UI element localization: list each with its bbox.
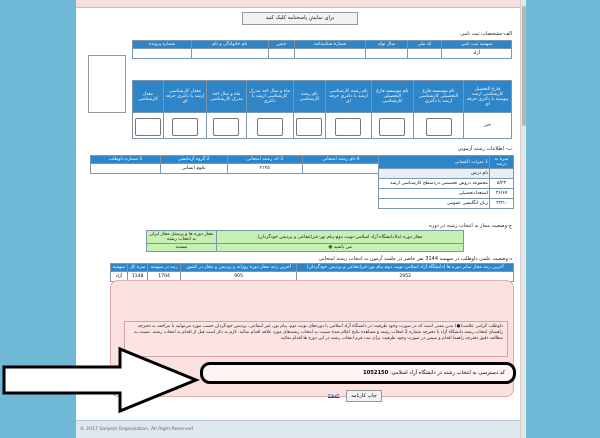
photo-placeholder — [88, 55, 126, 113]
score-table — [378, 155, 514, 209]
value-ma-field — [326, 113, 372, 139]
top-strip — [76, 0, 524, 8]
course-name: استعدادتحصیلی — [379, 189, 490, 199]
value-candidate-number — [91, 164, 161, 174]
value-ba-date — [207, 113, 246, 139]
course-name: مجموعه دروس تخصصی دردسطح کارشناسی ارشد — [379, 179, 490, 189]
header-course-name: نام درس — [379, 169, 490, 179]
value-continuous-graduate: خیر — [464, 113, 512, 139]
arrow-annotation-icon — [0, 345, 200, 415]
course-score: ۲۶/۶۷ — [490, 189, 514, 199]
value-field-name — [302, 164, 379, 174]
footer: © 2017 Sanjesh Organization, All Right Reserved — [76, 420, 524, 438]
header-ba-field: نام رشته کارشناسی — [293, 81, 326, 113]
header-ba-date: ماه و سال اخذ مدرک کارشناسی — [207, 81, 246, 113]
section-b-title: ب- اطلاعات رشته آزمونی — [457, 146, 512, 152]
header-rank-in-quota: رتبه در سهمیه — [148, 264, 181, 272]
header-birth-year: سال تولد — [366, 41, 408, 49]
header-ma-field: نام رشته کارشناسی ارشد یا دکتری حرفه ای — [326, 81, 372, 113]
header-continuous-graduate: فارغ التحصیل کارشناسی ارشد پیوسته یا دکتری حرفه ای — [464, 81, 512, 113]
value-box — [335, 118, 361, 136]
print-report-button[interactable]: چاپ کارنامه — [346, 390, 382, 402]
allowed-value-left — [217, 244, 464, 252]
value-file-number — [133, 49, 192, 59]
header-quota: سهمیه ثبت نامی — [442, 41, 512, 49]
header-percent: نمره به درصد — [490, 156, 514, 169]
education-table — [132, 80, 512, 139]
allowed-header-right: مجاز دوره ها و پرسنل مجاز ایران به انتخاب رشته — [147, 231, 217, 244]
value-ba-gpa — [133, 113, 164, 139]
scrollbar[interactable] — [520, 0, 526, 438]
course-score: -۳/۳۱ — [490, 199, 514, 209]
course-score: ۵/۲۳ — [490, 179, 514, 189]
value-exam-group: علوم انسانی — [161, 164, 227, 174]
value-box — [135, 118, 161, 136]
header-exam-group: 2-گروه آزمایشی — [161, 156, 227, 164]
header-total-score: نمره کل — [127, 264, 148, 272]
header-field-code: 3-کد رشته امتحانی — [227, 156, 302, 164]
value-box — [296, 118, 322, 136]
exit-link[interactable]: خروج — [328, 392, 340, 398]
value-ma-institute — [413, 113, 463, 139]
course-name: زبان انگلیسی عمومی — [379, 199, 490, 209]
value-ba-field — [293, 113, 326, 139]
header-field-name: 4-نام رشته امتحانی — [302, 156, 379, 164]
header-id-number: شماره شناسنامه — [295, 41, 366, 49]
value-gender — [268, 49, 295, 59]
header-acquired-scores: 1-نمرات اکتسابی — [379, 156, 490, 169]
value-field-code: ۲۱۲۵ — [227, 164, 302, 174]
header-candidate-number: 1-شماره داوطلب — [91, 156, 161, 164]
empty-cell — [490, 169, 514, 179]
show-answer-sheet-button[interactable]: برای نمایش پاسخنامه کلیک کنید — [242, 12, 358, 25]
value-ma-gpa — [163, 113, 207, 139]
access-code-value: 1052150 — [363, 370, 389, 376]
value-national-code — [407, 49, 441, 59]
value-last-rank-other: 2952 — [297, 272, 514, 282]
value-last-rank-day: 905 — [180, 272, 297, 282]
header-last-rank-other: آخرین رتبه مجاز سایر دوره ها (دانشگاه آزاد اسلامی-نوبت دوم-پیام نور-غیرانتفاعی و پردیس خودگردان) — [297, 264, 514, 272]
header-ba-institute: نام موسسه فارغ التحصیلی کارشناسی — [371, 81, 413, 113]
section-c-title: ج-وضعیت مجاز به انتخاب رشته در دوره — [429, 223, 512, 229]
header-gender: جنس — [268, 41, 295, 49]
access-code-label: کد دسترسی به انتخاب رشته در دانشگاه آزاد اسلامی: — [389, 370, 505, 376]
scrollbar-thumb[interactable] — [522, 6, 526, 126]
value-total-score: 1148 — [127, 272, 148, 282]
allowed-status-table — [146, 230, 464, 252]
value-id-number — [295, 49, 366, 59]
header-ma-gpa: معدل کارشناسی ارشد یا دکتری حرفه ای — [163, 81, 207, 113]
value-birth-year — [366, 49, 408, 59]
exam-info-table — [90, 155, 380, 174]
header-quota: سهمیه — [111, 264, 128, 272]
header-ma-institute: نام موسسه فارغ التحصیلی کارشناسی ارشد یا دکتری — [413, 81, 463, 113]
check-icon: ● — [328, 245, 333, 250]
value-ma-date — [246, 113, 293, 139]
header-national-code: کد ملی — [407, 41, 441, 49]
header-full-name: نام خانوادگی و نام — [191, 41, 268, 49]
access-code-box — [200, 362, 516, 384]
allowed-header-left: مجاز دوره (ما(دانشگاه آزاد اسلامی-نوبت دوم-پیام نور-غیرانتفاعی و پردیس خودگردان) — [217, 231, 464, 244]
arrow-shape — [4, 349, 196, 411]
value-ba-institute — [371, 113, 413, 139]
value-box — [426, 118, 452, 136]
value-rank-in-quota: 1704 — [148, 272, 181, 282]
section-d-title: د-وضعیت علمی داوطلب در سهمیه 3144 نفر حاضر در جلسه آزمون به انتخاب رشته امتحانی — [318, 256, 512, 262]
section-a-title: الف-مشخصات ثبت نامی — [460, 31, 512, 37]
allowed-value-left-text: می باشید — [333, 245, 352, 250]
header-last-rank-day: آخرین رتبه مجاز دوره روزانه و پردیس و مجاز در کشور — [180, 264, 297, 272]
header-ba-gpa: معدل کارشناسی — [133, 81, 164, 113]
value-box — [172, 118, 198, 136]
value-quota: آزاد — [442, 49, 512, 59]
allowed-value-right: نیستید — [147, 244, 217, 252]
header-file-number: شماره پرونده — [133, 41, 192, 49]
notice-text: داوطلب گرامی علامت(●) بدین معنی است که در صورت وجود ظرفیت در دانشگاه آزاد اسلامی یا دوره‌های نوبت دوم، پیام نور، غیر انتفاعی، پردیس خودگردان حسب مورد می‌توانید با مراجعه به دفترچه راهنمای انتخاب رشته دانشگاه آزاد یا دفترچه شماره 2 انتخاب رشته و مشاهده نتایج اعلام شده نسبت به انتخاب رشته‌های مورد علاقه اقدام نمائید. لازم به ذکر است قبل از اقدام به انتخاب رشته، نسبت به مطالعه دقیق دفترچه راهنما اقدام و سپس در صورت وجود ظرفیت برای ثبت فرم انتخاب رشته در این دوره ها اقدام نمائید. — [124, 321, 508, 357]
personal-info-table — [132, 40, 512, 59]
value-quota: آزاد — [111, 272, 128, 282]
header-ma-date: ماه و سال اخذ مدرک کارشناسی ارشد یا دکتری — [246, 81, 293, 113]
value-box — [257, 118, 283, 136]
value-box — [213, 118, 239, 136]
value-box — [379, 118, 405, 136]
value-full-name — [191, 49, 268, 59]
